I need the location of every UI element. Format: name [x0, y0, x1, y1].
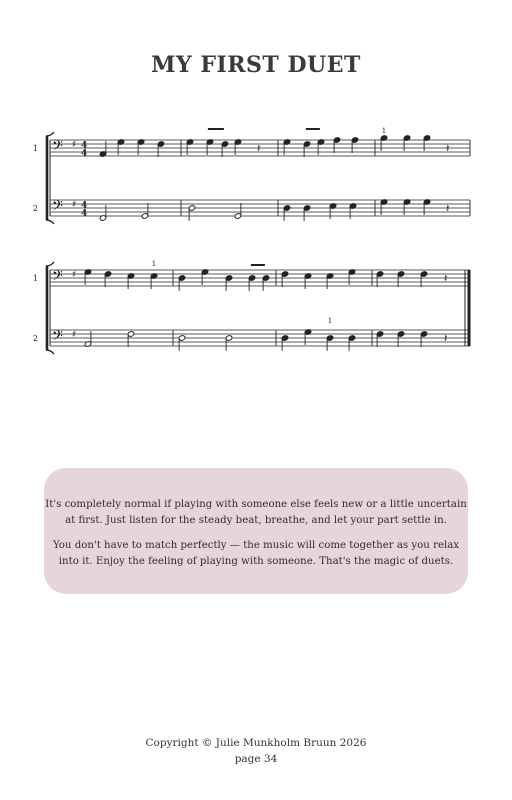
staff-label: 1	[32, 274, 38, 283]
time-signature-top: 4	[81, 141, 88, 151]
key-signature-sharp: ♯	[72, 140, 77, 150]
time-signature-top: 4	[81, 201, 88, 211]
system-bracket-bottom	[46, 350, 54, 354]
bass-clef-icon: 𝄢	[52, 198, 63, 218]
staff-label: 2	[32, 334, 38, 343]
system-bracket-bottom	[46, 220, 54, 224]
copyright-text: Copyright © Julie Munkholm Bruun 2026	[145, 737, 367, 749]
quarter-rest: 𝄽	[444, 272, 448, 285]
page-title: MY FIRST DUET	[151, 52, 361, 78]
bass-clef-icon: 𝄢	[52, 138, 63, 158]
fingering-number: 1	[327, 317, 333, 325]
fingering-number: 1	[381, 127, 387, 135]
quarter-rest: 𝄽	[444, 332, 448, 345]
fingering-number: 1	[151, 260, 157, 268]
message-box	[44, 468, 468, 594]
bass-clef-icon: 𝄢	[52, 328, 63, 348]
quarter-rest: 𝄽	[257, 142, 261, 155]
page-number: page 34	[234, 753, 278, 765]
system-bracket-top	[46, 132, 54, 136]
message-paragraph-2: You don't have to match perfectly — the music will come together as you relax into it. Enjoy the feeling of playing with someone. That's the magic of duets.	[52, 540, 460, 567]
staff-label: 2	[32, 204, 38, 213]
quarter-rest: 𝄽	[446, 202, 450, 215]
staff-label: 1	[32, 144, 38, 153]
key-signature-sharp: ♯	[72, 200, 77, 210]
message-paragraph-1: It's completely normal if playing with someone else feels new or a little uncertain at first. Just listen for the steady beat, breathe, and let your part settle in.	[45, 499, 467, 526]
time-signature-bottom: 4	[81, 209, 88, 219]
key-signature-sharp: ♯	[72, 270, 77, 280]
quarter-rest: 𝄽	[446, 142, 450, 155]
system-bracket-top	[46, 262, 54, 266]
key-signature-sharp: ♯	[72, 330, 77, 340]
time-signature-bottom: 4	[81, 149, 88, 159]
bass-clef-icon: 𝄢	[52, 268, 63, 288]
